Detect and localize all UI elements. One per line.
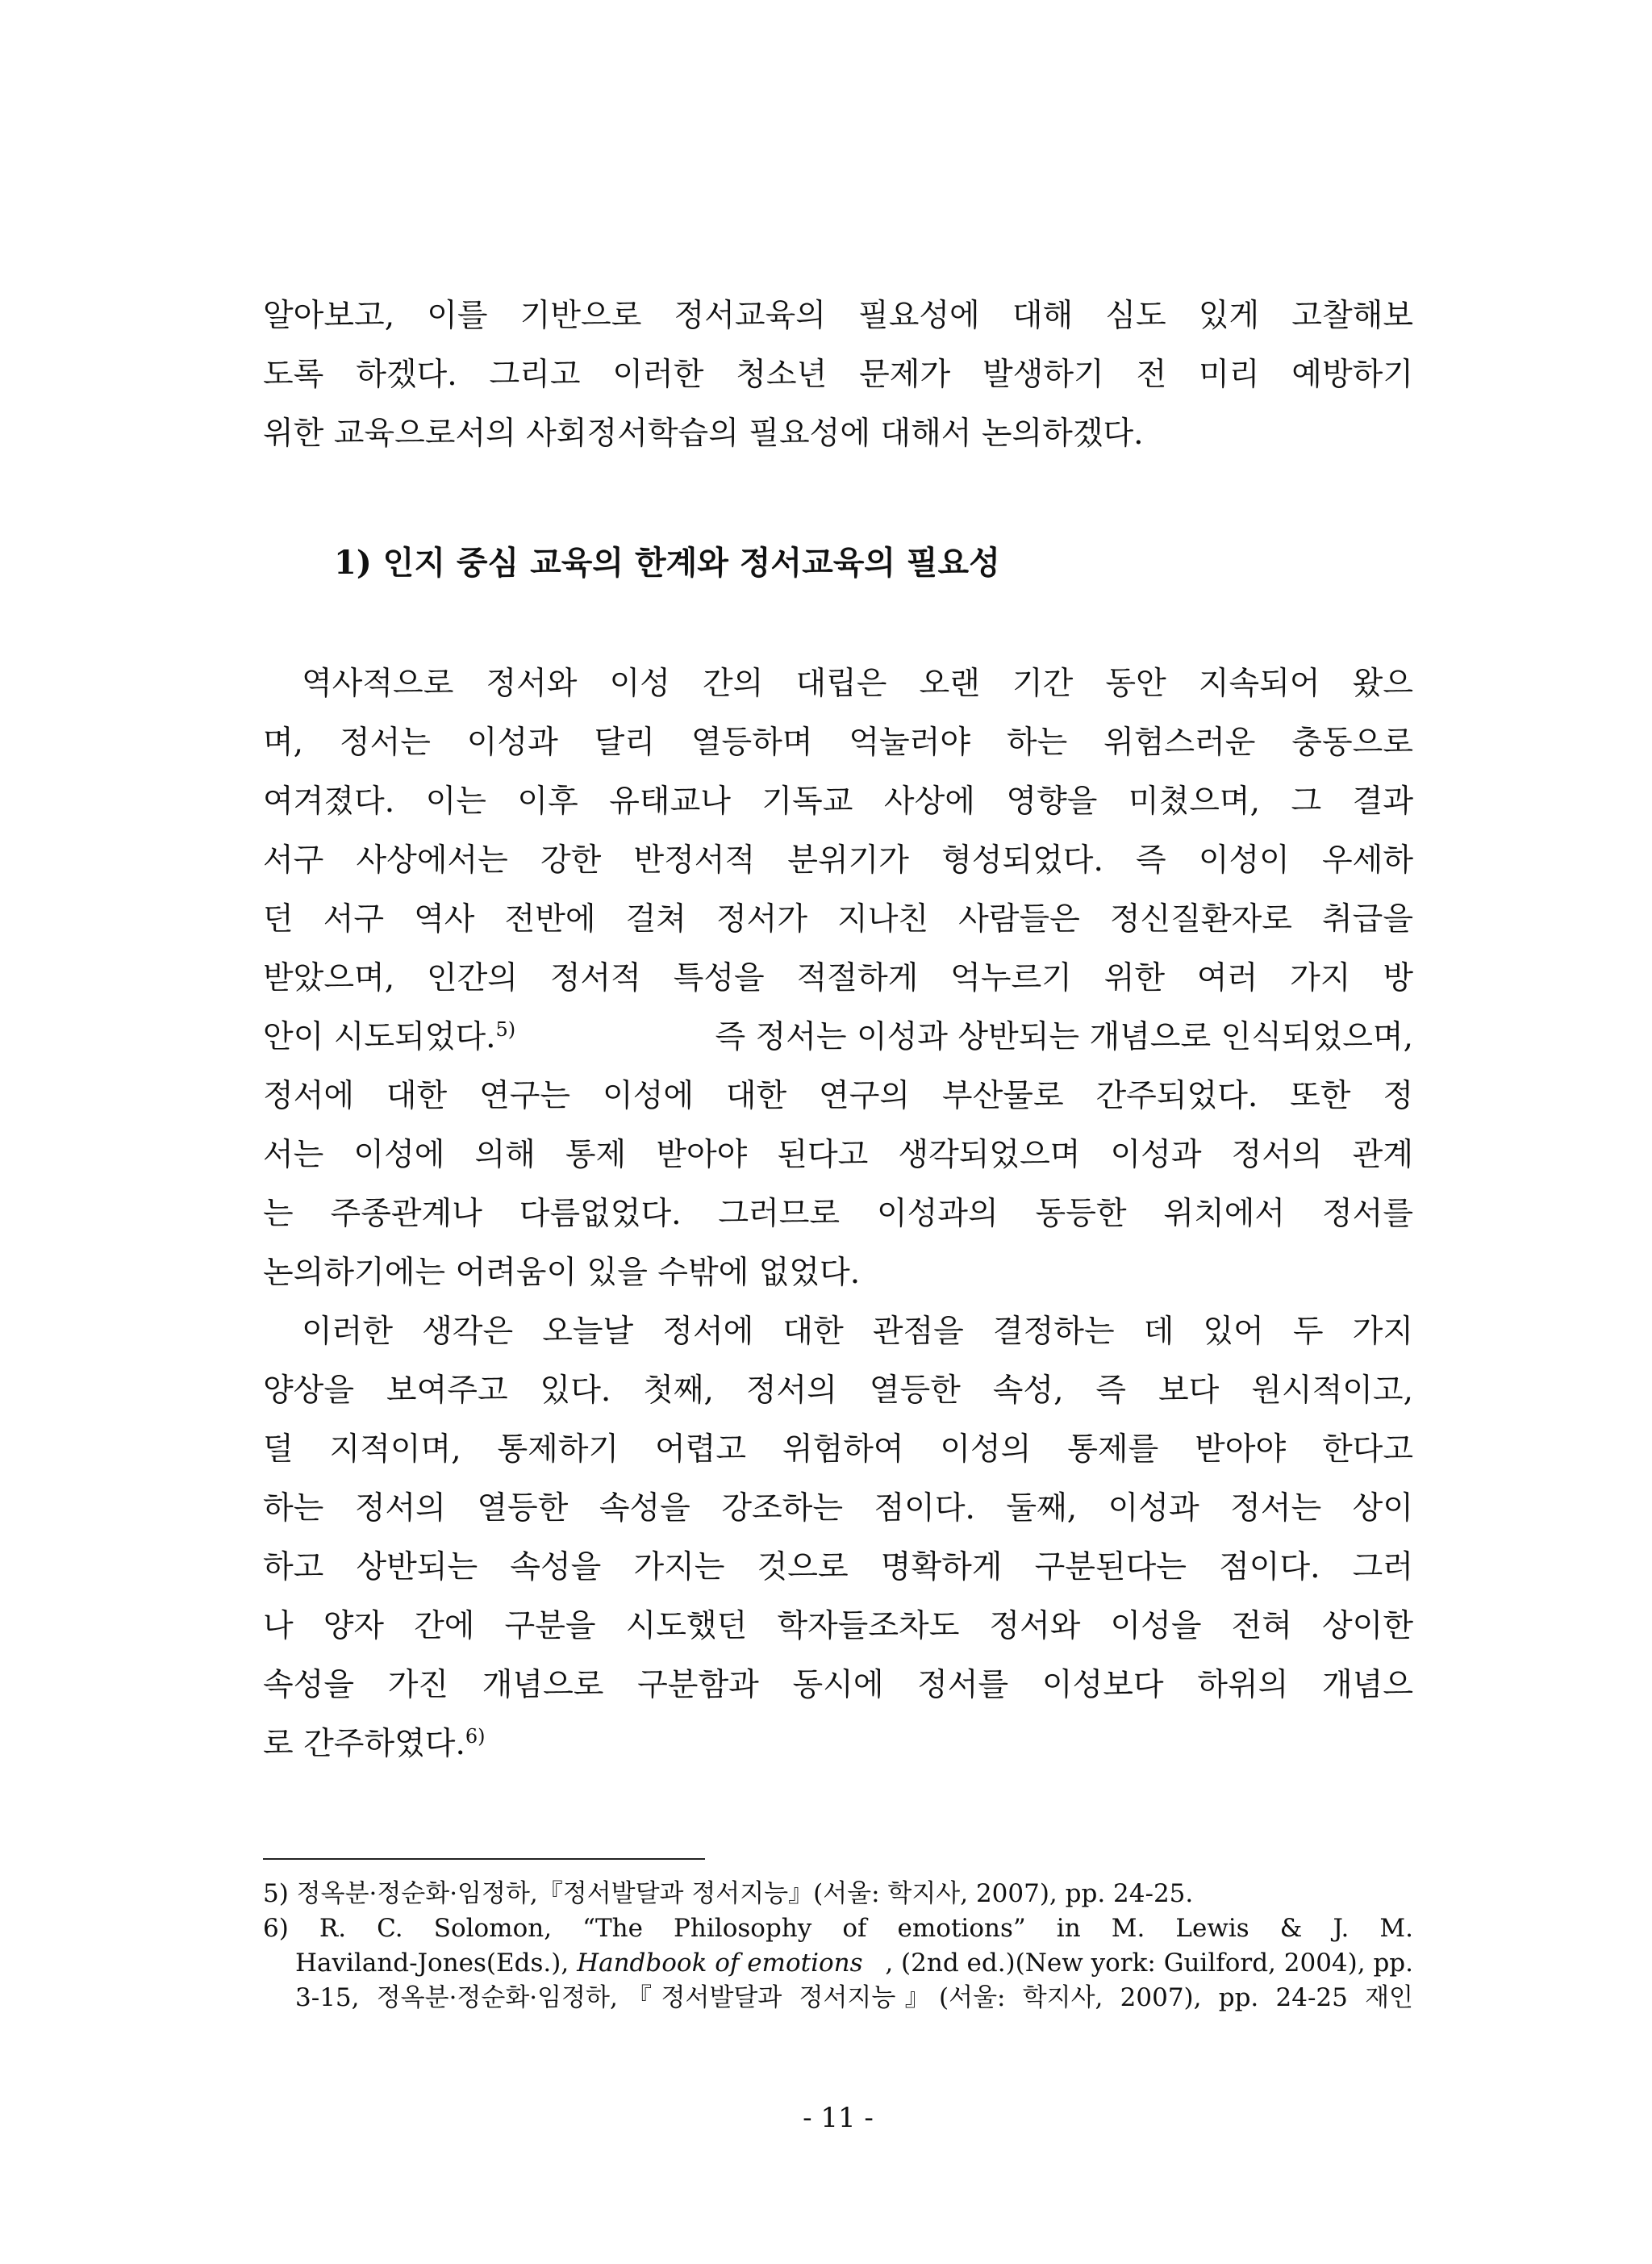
paragraph1-line-11: 논의하기에는 어려움이 있을 수밖에 없었다. <box>263 1255 861 1291</box>
footnote-6-book-title: Handbook of emotions <box>577 1949 863 1978</box>
paragraph1-line-10: 는 주종관계나 다름없었다. 그러므로 이성과의 동등한 위치에서 정서를 <box>263 1196 1413 1232</box>
paragraph1-line-8: 정서에 대한 연구는 이성에 대한 연구의 부산물로 간주되었다. 또한 정 <box>263 1078 1413 1114</box>
footnote-6-authors: Haviland-Jones(Eds.), <box>295 1949 578 1978</box>
paragraph1-line-6: 받았으며, 인간의 정서적 특성을 적절하게 억누르기 위한 여러 가지 방 <box>263 960 1413 996</box>
paragraph2-line-1-text: 이러한 생각은 오늘날 정서에 대한 관점을 결정하는 데 있어 두 가지 <box>302 1314 1413 1350</box>
paragraph1-line-5: 던 서구 역사 전반에 걸쳐 정서가 지나친 사람들은 정신질환자로 취급을 <box>263 901 1413 938</box>
paragraph2-line-2: 양상을 보여주고 있다. 첫째, 정서의 열등한 속성, 즉 보다 원시적이고, <box>263 1372 1413 1409</box>
paragraph2-line-8-text: 로 간주하였다. <box>263 1726 465 1762</box>
footnote-6-publication: , (2nd ed.)(New york: Guilford, 2004), pp. <box>885 1949 1413 1978</box>
paragraph2-line-3: 덜 지적이며, 통제하기 어렵고 위험하여 이성의 통제를 받아야 한다고 <box>263 1431 1413 1468</box>
paragraph1-line-7-before-note: 안이 시도되었다. <box>263 1019 496 1055</box>
footnote-5: 5) 정옥분·정순화·임정하,『정서발달과 정서지능』(서울: 학지사, 2007), pp. 24-25. <box>263 1879 1194 1908</box>
paragraph1-line-1 <box>263 662 1413 707</box>
paragraph1-line-7 <box>263 1015 1413 1060</box>
paragraph2-line-7: 속성을 가진 개념으로 구분함과 동시에 정서를 이성보다 하위의 개념으 <box>263 1667 1413 1703</box>
document-page <box>263 0 1413 2264</box>
intro-line-3: 위한 교육으로서의 사회정서학습의 필요성에 대해서 논의하겠다. <box>263 416 1144 452</box>
paragraph2-line-8 <box>263 1722 1413 1767</box>
section-heading: 1) 인지 중심 교육의 한계와 정서교육의 필요성 <box>334 544 1000 582</box>
paragraph1-line-1-text: 역사적으로 정서와 이성 간의 대립은 오랜 기간 동안 지속되어 왔으 <box>302 666 1413 702</box>
page-number: - 11 - <box>803 2102 874 2134</box>
paragraph2-line-4: 하는 정서의 열등한 속성을 강조하는 점이다. 둘째, 이성과 정서는 상이 <box>263 1490 1413 1527</box>
footnote-ref-6[interactable]: 6) <box>465 1725 486 1748</box>
paragraph1-line-7-lead <box>263 1015 515 1060</box>
paragraph2-line-5: 하고 상반되는 속성을 가지는 것으로 명확하게 구분된다는 점이다. 그러 <box>263 1549 1413 1585</box>
paragraph2-line-1 <box>263 1310 1413 1355</box>
paragraph1-line-3: 여겨졌다. 이는 이후 유태교나 기독교 사상에 영향을 미쳤으며, 그 결과 <box>263 783 1413 820</box>
footnote-6-line-2-lead <box>295 1946 863 1981</box>
paragraph1-line-2: 며, 정서는 이성과 달리 열등하며 억눌러야 하는 위험스러운 충동으로 <box>263 725 1413 761</box>
paragraph2-line-6: 나 양자 간에 구분을 시도했던 학자들조차도 정서와 이성을 전혀 상이한 <box>263 1608 1413 1644</box>
footnote-6-line-2 <box>295 1946 1413 1981</box>
footnote-ref-5[interactable]: 5) <box>495 1018 516 1041</box>
footnote-6-line-1: 6) R. C. Solomon, “The Philosophy of emotions” in M. Lewis & J. M. <box>263 1914 1413 1943</box>
footnote-separator <box>263 1858 705 1860</box>
intro-line-2: 도록 하겠다. 그리고 이러한 청소년 문제가 발생하기 전 미리 예방하기 <box>263 357 1413 393</box>
paragraph1-line-7-after-note: 즉 정서는 이성과 상반되는 개념으로 인식되었으며, <box>715 1019 1413 1055</box>
footnote-6-line-3: 3-15, 정옥분·정순화·임정하,『정서발달과 정서지능』(서울: 학지사, 2007), pp. 24-25 재인 <box>295 1983 1413 2012</box>
paragraph1-line-4: 서구 사상에서는 강한 반정서적 분위기가 형성되었다. 즉 이성이 우세하 <box>263 842 1413 879</box>
paragraph1-line-9: 서는 이성에 의해 통제 받아야 된다고 생각되었으며 이성과 정서의 관계 <box>263 1137 1413 1173</box>
intro-line-1: 알아보고, 이를 기반으로 정서교육의 필요성에 대해 심도 있게 고찰해보 <box>263 298 1413 334</box>
